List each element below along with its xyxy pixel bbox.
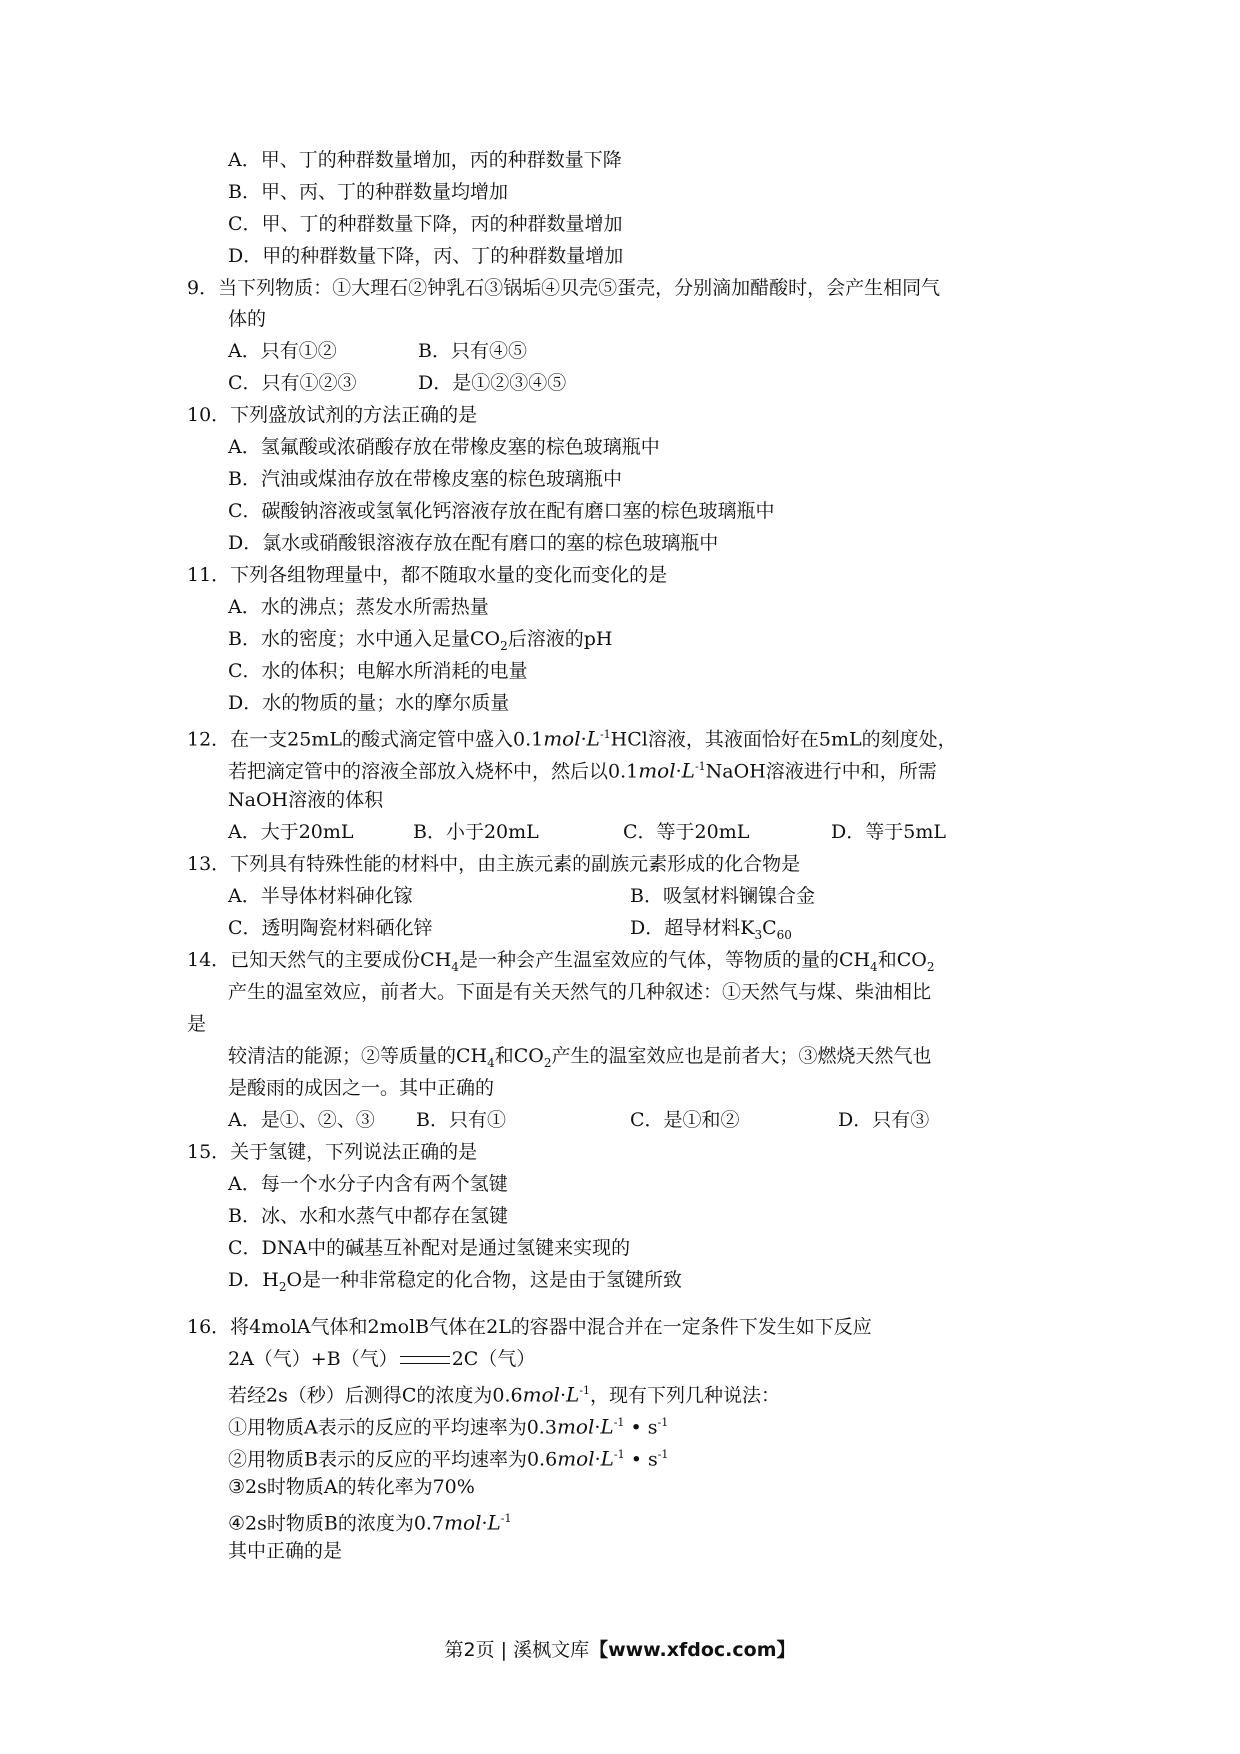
- q11-option-a: A．水的沸点；蒸发水所需热量: [228, 596, 489, 618]
- q16-reaction-equation: 2A（气）+B（气） 2C（气）: [228, 1348, 536, 1370]
- q14-stem-line5: 是酸雨的成因之一。其中正确的: [228, 1077, 495, 1099]
- site-url[interactable]: 【www.xfdoc.com】: [589, 1639, 796, 1661]
- q10-option-a: A．氢氟酸或浓硝酸存放在带橡皮塞的棕色玻璃瓶中: [228, 436, 660, 458]
- q14-option-b: B．只有①: [416, 1109, 506, 1131]
- library-name: 溪枫文库: [513, 1639, 590, 1661]
- q12-options: [228, 820, 946, 844]
- q12-option-b: B．小于20mL: [413, 821, 539, 843]
- q12-option-c: C．等于20mL: [623, 821, 750, 843]
- q16-question: 其中正确的是: [228, 1540, 343, 1562]
- q14-stem-line2: 产生的温室效应，前者大。下面是有关天然气的几种叙述：①天然气与煤、柴油相比: [228, 981, 932, 1003]
- q14-option-a: A．是①、②、③: [228, 1109, 375, 1131]
- page-footer: 第2页 | 溪枫文库【www.xfdoc.com】: [444, 1639, 796, 1661]
- q15-option-c: C．DNA中的碱基互补配对是通过氢键来实现的: [228, 1237, 631, 1259]
- q12-stem-line3: NaOH溶液的体积: [228, 789, 384, 811]
- q14-stem-line4: 较清洁的能源；②等质量的$CH_4$和$CO_2$产生的温室效应也是前者大；③燃烧天然气也: [228, 1045, 932, 1070]
- q12-option-d: D．等于5mL: [831, 821, 946, 843]
- q13-options-row2: [228, 916, 792, 947]
- q14-stem-line3: 是: [187, 1013, 207, 1035]
- q15-option-a: A．每一个水分子内含有两个氢键: [228, 1173, 508, 1195]
- q16-stem: 16．将4molA气体和2molB气体在2L的容器中混合并在一定条件下发生如下反应: [187, 1316, 872, 1338]
- q9-options-row2: [228, 371, 566, 395]
- q13-option-a: A．半导体材料砷化镓: [228, 885, 413, 907]
- q16-statement-4: ④2s时物质B的浓度为$0.7mol\cdot L^{-1}$: [228, 1510, 512, 1535]
- q9-option-c: C．只有①②③: [228, 372, 357, 394]
- q15-option-d: D．$H_2O$是一种非常稳定的化合物，这是由于氢键所致: [228, 1269, 683, 1294]
- q16-statement-1: ①用物质A表示的反应的平均速率为$0.3mol\cdot L^{-1}$ • $s^{-1}$: [228, 1414, 669, 1439]
- q10-stem: 10．下列盛放试剂的方法正确的是: [187, 404, 478, 426]
- q16-statement-2: ②用物质B表示的反应的平均速率为$0.6mol\cdot L^{-1}$ • $s^{-1}$: [228, 1446, 669, 1471]
- q8-option-b: B．甲、丙、丁的种群数量均增加: [228, 181, 508, 203]
- q10-option-b: B．汽油或煤油存放在带橡皮塞的棕色玻璃瓶中: [228, 468, 622, 490]
- q8-option-d: D．甲的种群数量下降，丙、丁的种群数量增加: [228, 245, 624, 267]
- q12-option-a: A．大于20mL: [228, 821, 354, 843]
- q9-option-a: A．只有①②: [228, 340, 337, 362]
- q11-option-c: C．水的体积；电解水所消耗的电量: [228, 660, 528, 682]
- q9-option-b: B．只有④⑤: [418, 340, 527, 362]
- q10-option-d: D．氯水或硝酸银溶液存放在配有磨口的塞的棕色玻璃瓶中: [228, 532, 719, 554]
- q11-stem: 11．下列各组物理量中，都不随取水量的变化而变化的是: [187, 564, 668, 586]
- q15-option-b: B．冰、水和水蒸气中都存在氢键: [228, 1205, 508, 1227]
- q14-option-c: C．是①和②: [630, 1109, 740, 1131]
- q9-stem: 9．当下列物质：①大理石②钟乳石③锅垢④贝壳⑤蛋壳，分别滴加醋酸时，会产生相同气: [187, 277, 941, 299]
- q12-stem-line1: 12．在一支25mL的酸式滴定管中盛入$0.1mol\cdot L^{-1}HCl$溶液，其液面恰好在5mL的刻度处，: [187, 726, 957, 751]
- equilibrium-equals-sign: [400, 1356, 450, 1364]
- page-number: 第2页: [444, 1639, 495, 1661]
- q9-options-row1: [228, 339, 527, 363]
- q11-option-b: B．水的密度；水中通入足量$CO_2$后溶液的pH: [228, 628, 613, 653]
- q16-statement-3: ③2s时物质A的转化率为70%: [228, 1476, 475, 1498]
- q9-option-d: D．是①②③④⑤: [418, 372, 567, 394]
- q13-option-d: D．超导材料$K_3C_{60}$: [630, 917, 792, 942]
- q8-option-c: C．甲、丁的种群数量下降，丙的种群数量增加: [228, 213, 623, 235]
- q11-option-d: D．水的物质的量；水的摩尔质量: [228, 692, 510, 714]
- q13-option-b: B．吸氢材料镧镍合金: [630, 885, 815, 907]
- q9-stem-cont: 体的: [228, 308, 267, 330]
- q13-option-c: C．透明陶瓷材料硒化锌: [228, 917, 433, 939]
- q14-option-d: D．只有③: [838, 1109, 930, 1131]
- q10-option-c: C．碳酸钠溶液或氢氧化钙溶液存放在配有磨口塞的棕色玻璃瓶中: [228, 500, 775, 522]
- q15-stem: 15．关于氢键，下列说法正确的是: [187, 1141, 478, 1163]
- q8-option-a: A．甲、丁的种群数量增加，丙的种群数量下降: [228, 149, 622, 171]
- q14-options: [228, 1108, 929, 1132]
- q12-stem-line2: 若把滴定管中的溶液全部放入烧杯中，然后以$0.1mol\cdot L^{-1}NaOH$溶液进行中和，所需: [228, 758, 937, 783]
- q13-stem: 13．下列具有特殊性能的材料中，由主族元素的副族元素形成的化合物是: [187, 853, 801, 875]
- q16-condition: 若经2s（秒）后测得C的浓度为$0.6mol\cdot L^{-1}$，现有下列几种说法：: [228, 1382, 781, 1407]
- q13-options-row1: [228, 884, 815, 908]
- q14-stem-line1: 14．已知天然气的主要成份$CH_4$是一种会产生温室效应的气体，等物质的量的$CH_4$和$CO_2$: [187, 949, 935, 974]
